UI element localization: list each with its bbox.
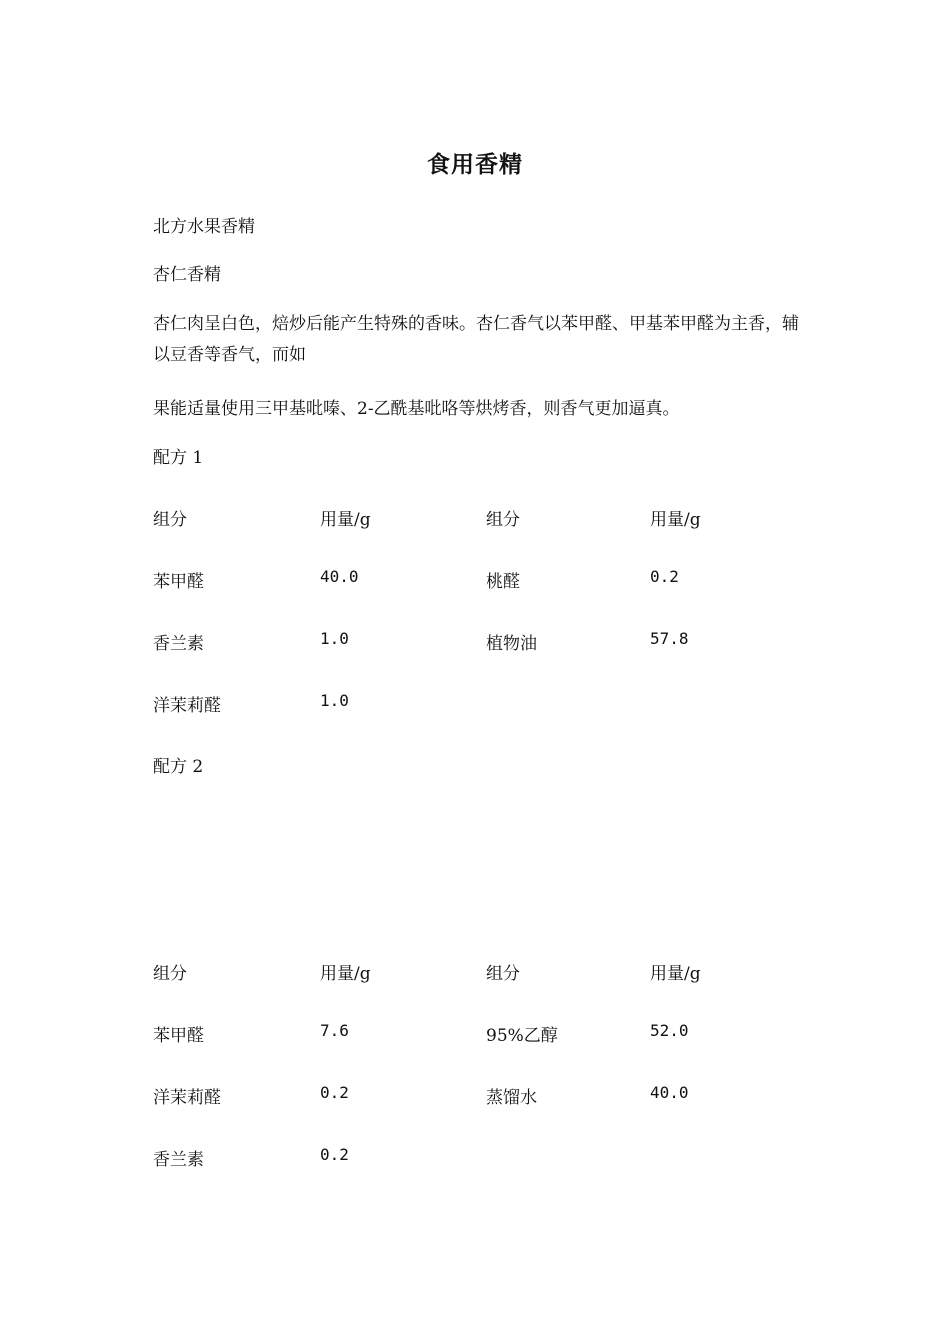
component-name: 植物油 [486, 634, 537, 654]
intro-paragraph: 杏仁肉呈白色，焙炒后能产生特殊的香味。杏仁香气以苯甲醛、甲基苯甲醛为主香，辅以豆香等香气，而如 [153, 314, 799, 365]
component-name: 香兰素 [153, 634, 204, 654]
category-heading: 北方水果香精 [153, 217, 255, 237]
header-component: 组分 [486, 510, 520, 530]
formula-1-label: 配方 1 [153, 448, 204, 468]
intro-paragraph-continued: 果能适量使用三甲基吡嗪、2-乙酰基吡咯等烘烤香，则香气更加逼真。 [153, 399, 680, 419]
component-name: 洋茉莉醛 [153, 696, 221, 716]
component-name: 蒸馏水 [486, 1088, 537, 1108]
component-name: 苯甲醛 [153, 572, 204, 592]
section-subtitle: 杏仁香精 [153, 265, 221, 285]
table-row [153, 1083, 803, 1113]
header-amount: 用量/g [320, 964, 371, 984]
component-amount: 0.2 [320, 1083, 349, 1102]
component-amount: 0.2 [320, 1145, 349, 1164]
component-amount: 57.8 [650, 629, 689, 648]
header-amount: 用量/g [320, 510, 371, 530]
header-amount: 用量/g [650, 964, 701, 984]
component-name: 香兰素 [153, 1150, 204, 1170]
component-amount: 40.0 [320, 567, 359, 586]
header-component: 组分 [153, 964, 187, 984]
component-name: 桃醛 [486, 572, 520, 592]
table-row [153, 629, 803, 659]
table-row [153, 1145, 803, 1175]
header-amount: 用量/g [650, 510, 701, 530]
table-row [153, 567, 803, 597]
component-amount: 1.0 [320, 629, 349, 648]
component-amount: 40.0 [650, 1083, 689, 1102]
page-title: 食用香精 [427, 152, 523, 178]
header-component: 组分 [486, 964, 520, 984]
component-amount: 0.2 [650, 567, 679, 586]
component-name: 洋茉莉醛 [153, 1088, 221, 1108]
table-header-row [153, 959, 803, 989]
formula-2-label: 配方 2 [153, 757, 204, 777]
table-row [153, 1021, 803, 1051]
table-row [153, 691, 803, 721]
component-amount: 7.6 [320, 1021, 349, 1040]
component-amount: 1.0 [320, 691, 349, 710]
component-name: 95%乙醇 [486, 1026, 558, 1046]
component-amount: 52.0 [650, 1021, 689, 1040]
component-name: 苯甲醛 [153, 1026, 204, 1046]
table-header-row [153, 505, 803, 535]
header-component: 组分 [153, 510, 187, 530]
